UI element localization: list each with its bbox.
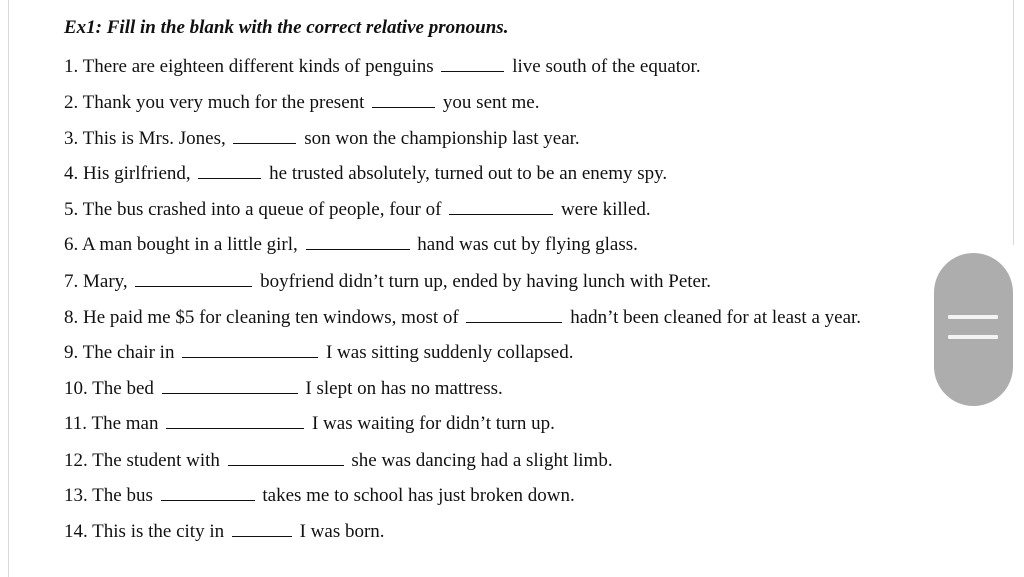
exercise-item-6: [64, 233, 638, 257]
answer-blank[interactable]: [166, 412, 304, 429]
item-number: 11.: [64, 413, 88, 434]
item-text-after: I slept on has no mattress.: [305, 378, 503, 399]
item-text-before: This is Mrs. Jones,: [82, 128, 226, 149]
item-text-before: He paid me $5 for cleaning ten windows, most of: [83, 307, 459, 328]
exercise-item-5: [64, 198, 651, 222]
item-number: 3.: [64, 128, 79, 149]
exercise-item-7: [64, 270, 711, 294]
answer-blank[interactable]: [466, 306, 562, 323]
answer-blank[interactable]: [233, 127, 296, 144]
exercise-item-9: [64, 341, 573, 365]
item-text-after: son won the championship last year.: [304, 128, 580, 149]
item-number: 8.: [64, 307, 79, 328]
answer-blank[interactable]: [372, 91, 435, 108]
item-text-after: I was sitting suddenly collapsed.: [325, 342, 574, 363]
item-number: 4.: [64, 163, 79, 184]
item-text-after: were killed.: [560, 199, 651, 220]
item-text-before: His girlfriend,: [83, 163, 191, 184]
item-text-before: The bus crashed into a queue of people, four of: [82, 199, 442, 220]
item-text-before: A man bought in a little girl,: [81, 234, 298, 255]
answer-blank[interactable]: [306, 233, 410, 250]
item-text-before: The bed: [92, 378, 154, 399]
item-text-before: Thank you very much for the present: [82, 92, 365, 113]
item-text-before: The chair in: [82, 342, 175, 363]
exercise-title: Ex1: Fill in the blank with the correct relative pronouns.: [64, 17, 509, 38]
item-text-before: This is the city in: [92, 521, 225, 542]
item-number: 5.: [64, 199, 79, 220]
answer-blank[interactable]: [449, 198, 553, 215]
exercise-item-1: [64, 55, 701, 79]
item-text-after: boyfriend didn’t turn up, ended by having lunch with Peter.: [260, 271, 711, 292]
handle-grip-icon: [948, 315, 998, 319]
page-right-border: [1013, 0, 1014, 245]
item-number: 9.: [64, 342, 79, 363]
item-text-before: The student with: [92, 450, 220, 471]
item-text-after: live south of the equator.: [512, 56, 701, 77]
item-text-after: hadn’t been cleaned for at least a year.: [570, 307, 862, 328]
answer-blank[interactable]: [162, 377, 298, 394]
item-number: 6.: [64, 234, 79, 255]
item-number: 14.: [64, 521, 88, 542]
page-left-border: [8, 0, 9, 577]
exercise-item-3: [64, 127, 580, 151]
answer-blank[interactable]: [161, 484, 255, 501]
item-text-after: takes me to school has just broken down.: [262, 485, 575, 506]
drag-handle[interactable]: [934, 253, 1013, 406]
item-text-after: hand was cut by flying glass.: [417, 234, 638, 255]
item-number: 2.: [64, 92, 79, 113]
item-number: 10.: [64, 378, 88, 399]
answer-blank[interactable]: [441, 55, 504, 72]
answer-blank[interactable]: [228, 449, 344, 466]
exercise-item-10: [64, 377, 503, 401]
exercise-item-8: [64, 306, 861, 330]
exercise-item-2: [64, 91, 540, 115]
item-text-before: There are eighteen different kinds of penguins: [82, 56, 434, 77]
exercise-item-13: [64, 484, 575, 508]
item-number: 1.: [64, 56, 79, 77]
answer-blank[interactable]: [232, 520, 292, 537]
item-text-after: I was waiting for didn’t turn up.: [311, 413, 555, 434]
item-number: 12.: [64, 450, 88, 471]
item-number: 7.: [64, 271, 79, 292]
answer-blank[interactable]: [182, 341, 318, 358]
item-text-after: you sent me.: [442, 92, 540, 113]
handle-grip-icon: [948, 335, 998, 339]
exercise-item-14: [64, 520, 385, 544]
item-text-after: she was dancing had a slight limb.: [351, 450, 613, 471]
item-text-after: he trusted absolutely, turned out to be an enemy spy.: [269, 163, 668, 184]
item-text-before: Mary,: [83, 271, 128, 292]
exercise-item-12: [64, 449, 613, 473]
exercise-item-11: [64, 412, 555, 436]
item-text-after: I was born.: [299, 521, 385, 542]
item-number: 13.: [64, 485, 88, 506]
item-text-before: The man: [91, 413, 159, 434]
exercise-item-4: [64, 162, 667, 186]
item-text-before: The bus: [92, 485, 153, 506]
answer-blank[interactable]: [198, 162, 261, 179]
answer-blank[interactable]: [135, 270, 252, 287]
